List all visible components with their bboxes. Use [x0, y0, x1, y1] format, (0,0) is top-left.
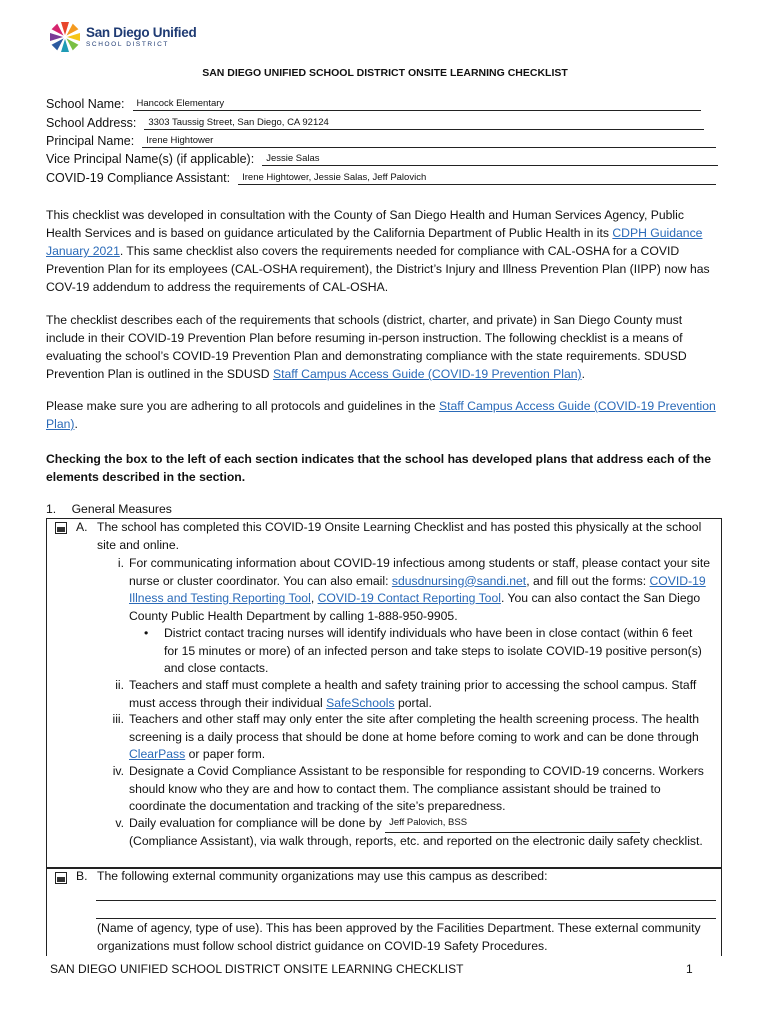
- section-a-checkbox[interactable]: [55, 522, 67, 534]
- contact-reporting-tool-link[interactable]: COVID-19 Contact Reporting Tool: [317, 591, 501, 606]
- vice-principal-value[interactable]: Jessie Salas: [262, 153, 718, 166]
- intro-p3-text: Please make sure you are adhering to all protocols and guidelines in the: [46, 399, 439, 413]
- vice-principal-label: Vice Principal Name(s) (if applicable):: [46, 152, 255, 166]
- compliance-assistant-label: COVID-19 Compliance Assistant:: [46, 171, 231, 185]
- school-name-value[interactable]: Hancock Elementary: [133, 98, 701, 111]
- intro-p3-text-end: .: [74, 417, 78, 431]
- principal-field: [46, 134, 716, 148]
- clearpass-link[interactable]: ClearPass: [129, 747, 186, 762]
- page-title: SAN DIEGO UNIFIED SCHOOL DISTRICT ONSITE LEARNING CHECKLIST: [202, 67, 568, 79]
- school-address-label: School Address:: [46, 116, 137, 130]
- starburst-logo-icon: [48, 20, 82, 54]
- item-v-text: [129, 815, 719, 850]
- item-iii-text-a: Teachers and other staff may only enter the site after completing the health screening process. The health screening is a daily process that should be done at home before coming to work and can be done through: [129, 712, 699, 744]
- vice-principal-field: [46, 152, 718, 166]
- item-ii-text: [129, 677, 719, 712]
- org-sub: SCHOOL DISTRICT: [86, 41, 169, 48]
- compliance-assistant-field: [46, 171, 716, 185]
- item-ii-number: ii.: [115, 678, 124, 692]
- item-v-number: v.: [115, 816, 124, 830]
- district-logo: [48, 20, 196, 54]
- section-b-letter: B.: [76, 869, 88, 883]
- intro-paragraph-2: [46, 311, 722, 383]
- section-b-text-2: (Name of agency, type of use). This has been approved by the Facilities Department. These external community organizations must follow school district guidance on COVID-19 Safety Procedures.: [97, 921, 701, 953]
- school-address-field: [46, 116, 704, 130]
- item-iii-number: iii.: [112, 712, 124, 726]
- item-v-text-a: Daily evaluation for compliance will be done by: [129, 816, 382, 830]
- intro-paragraph-3: [46, 397, 722, 433]
- intro-p2-text: The checklist describes each of the requirements that schools (district, charter, and private) in San Diego County must include in their COVID-19 Prevention Plan before resuming in-person instruction. The following checklist is a means of evaluating the school’s COVID-19 Prevention Plan and demonstrating compliance with the state requirements. SDUSD Prevention Plan is outlined in the SDUSD: [46, 313, 687, 381]
- item-ii-text-a: Teachers and staff must complete a health and safety training prior to accessing the school campus. Staff must access through their individual: [129, 678, 697, 710]
- footer-text: SAN DIEGO UNIFIED SCHOOL DISTRICT ONSITE LEARNING CHECKLIST: [50, 962, 464, 976]
- principal-label: Principal Name:: [46, 134, 135, 148]
- item-i-number: i.: [117, 556, 124, 570]
- evaluator-value: Jeff Palovich, BSS: [389, 816, 468, 828]
- item-i-text-c: . You can also contact the San Diego County Public Health Department by calling 1-888-950-9905.: [129, 591, 701, 623]
- item-i-text-b: , and fill out the forms:: [526, 573, 650, 588]
- item-i-text: [129, 555, 719, 625]
- principal-value[interactable]: Irene Hightower: [142, 135, 716, 148]
- item-iv-text: Designate a Covid Compliance Assistant to be responsible for responding to COVID-19 concerns. Workers should know who they are and how to contact them. The compliance assistant should be trained to coordinate the documentation and tracking of the site’s preparedness.: [129, 764, 704, 814]
- section-number: 1.: [46, 502, 57, 516]
- compliance-assistant-value[interactable]: Irene Hightower, Jessie Salas, Jeff Palovich: [238, 172, 716, 185]
- intro-paragraph-1: [46, 206, 722, 296]
- bullet-icon: •: [144, 626, 149, 640]
- section-heading: [46, 502, 172, 516]
- item-ii-text-b: portal.: [394, 695, 432, 710]
- section-a-letter: A.: [76, 520, 88, 534]
- organizations-field-line-2[interactable]: [96, 906, 716, 919]
- item-iv-number: iv.: [112, 764, 124, 778]
- staff-campus-guide-link-2[interactable]: Staff Campus Access Guide (COVID-19 Prevention Plan): [46, 399, 716, 431]
- illness-testing-tool-link[interactable]: COVID-19 Illness and Testing Reporting Tool: [129, 573, 706, 606]
- item-iii-text-b: or paper form.: [185, 747, 266, 762]
- item-iii-text: [129, 711, 719, 764]
- instructions-paragraph: Checking the box to the left of each section indicates that the school has developed plans that address each of the elements described in the section.: [46, 452, 712, 484]
- section-b-checkbox[interactable]: [55, 872, 67, 884]
- org-name: San Diego Unified: [86, 24, 197, 40]
- page-number: 1: [686, 962, 693, 976]
- cdph-guidance-link[interactable]: CDPH Guidance January 2021: [46, 226, 703, 258]
- section-a-text: The school has completed this COVID-19 Onsite Learning Checklist and has posted this physically at the school site and online.: [97, 520, 702, 552]
- item-i-text-a: For communicating information about COVID-19 infectious among students or staff, please contact your site nurse or cluster coordinator. You can also email:: [129, 556, 711, 588]
- intro-p1-text: This checklist was developed in consultation with the County of San Diego Health and Human Services Agency, Public Health Services and is based on guidance articulated by the California Department of Public Health in its: [46, 208, 684, 240]
- staff-campus-guide-link[interactable]: Staff Campus Access Guide (COVID-19 Prevention Plan): [272, 367, 582, 381]
- intro-p1-text-end: . This same checklist also covers the requirements needed for compliance with CAL-OSHA for a COVID Prevention Plan for its employees (CAL-OSHA requirement), the District’s Injury and Illness Prevention Plan (IIPP) now has COV-19 addendum to address the requirements of CAL-OSHA.: [46, 244, 710, 294]
- school-name-label: School Name:: [46, 97, 125, 111]
- bullet-text: District contact tracing nurses will identify individuals who have been in close contact (within 6 feet for 15 minutes or more) of an infected person and take steps to isolate COVID-19 positive person(s) and close contacts.: [164, 626, 702, 676]
- item-i-comma: ,: [310, 591, 318, 606]
- item-v-text-b: (Compliance Assistant), via walk through, reports, etc. and reported on the electronic daily safety checklist.: [129, 833, 703, 848]
- intro-p2-text-end: .: [581, 367, 586, 381]
- evaluator-field[interactable]: [385, 818, 640, 833]
- school-address-value[interactable]: 3303 Taussig Street, San Diego, CA 92124: [144, 117, 704, 130]
- section-b-text: The following external community organizations may use this campus as described:: [97, 869, 548, 883]
- safeschools-link[interactable]: SafeSchools: [326, 695, 395, 710]
- nursing-email-link[interactable]: sdusdnursing@sandi.net: [391, 573, 527, 588]
- school-name-field: [46, 97, 701, 111]
- section-title: General Measures: [71, 502, 172, 516]
- organizations-field-line-1[interactable]: [96, 888, 716, 901]
